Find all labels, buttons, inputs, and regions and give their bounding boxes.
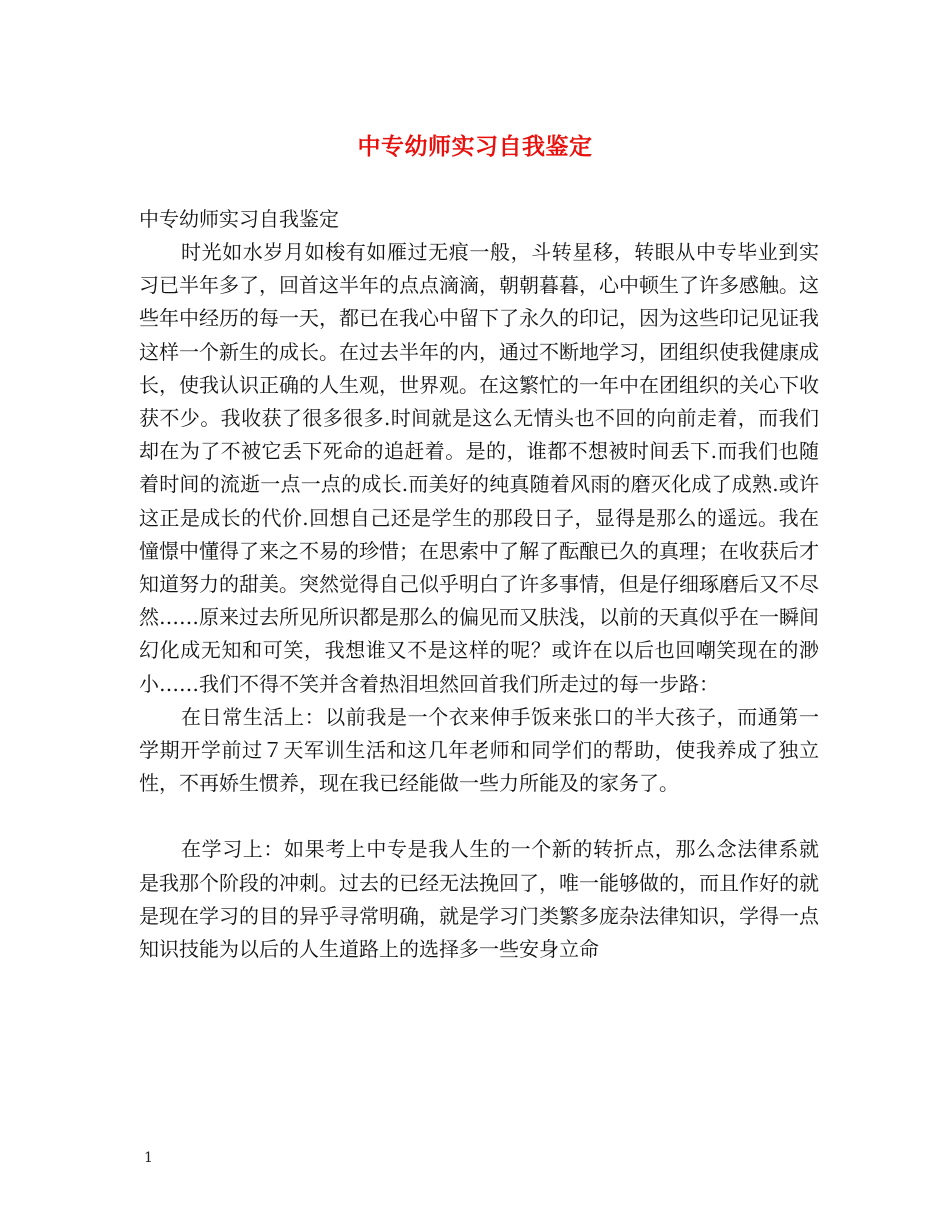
page-number: 1 [144,1150,153,1166]
paragraph-daily-life: 在日常生活上：以前我是一个衣来伸手饭来张口的半大孩子，而通第一学期开学前过７天军训生活和这几年老师和同学们的帮助，使我养成了独立性，不再娇生惯养，现在我已经能做一些力所能及的家务了。 [139,704,819,796]
paragraph-reflection: 时光如水岁月如梭有如雁过无痕一般，斗转星移，转眼从中专毕业到实习已半年多了，回首这半年的点点滴滴，朝朝暮暮，心中顿生了许多感触。这些年中经历的每一天，都已在我心中留下了永久的印记，因为这些印记见证我这样一个新生的成长。在过去半年的内，通过不断地学习，团组织使我健康成长，使我认识正确的人生观，世界观。在这繁忙的一年中在团组织的关心下收获不少。我收获了很多很多.时间就是这么无情头也不回的向前走着，而我们却在为了不被它丢下死命的追赶着。是的，谁都不想被时间丢下.而我们也随着时间的流逝一点一点的成长.而美好的纯真随着风雨的磨灭化成了成熟.或许这正是成长的代价.回想自己还是学生的那段日子，显得是那么的遥远。我在憧憬中懂得了来之不易的珍惜；在思索中了解了酝酿已久的真理；在收获后才知道努力的甜美。突然觉得自己似乎明白了许多事情，但是仔细琢磨后又不尽然……原来过去所见所识都是那么的偏见而又肤浅，以前的天真似乎在一瞬间幻化成无知和可笑，我想谁又不是这样的呢？或许在以后也回嘲笑现在的渺小……我们不得不笑并含着热泪坦然回首我们所走过的每一步路： [139,240,819,696]
document-title: 中专幼师实习自我鉴定 [357,133,593,160]
document-body [139,203,819,966]
document-subtitle: 中专幼师实习自我鉴定 [139,207,339,231]
paragraph-study: 在学习上：如果考上中专是我人生的一个新的转折点，那么念法律系就是我那个阶段的冲刺。过去的已经无法挽回了，唯一能够做的，而且作好的就是现在学习的目的异乎寻常明确，就是学习门类繁多庞杂法律知识，学得一点知识技能为以后的人生道路上的选择多一些安身立命 [139,837,819,962]
